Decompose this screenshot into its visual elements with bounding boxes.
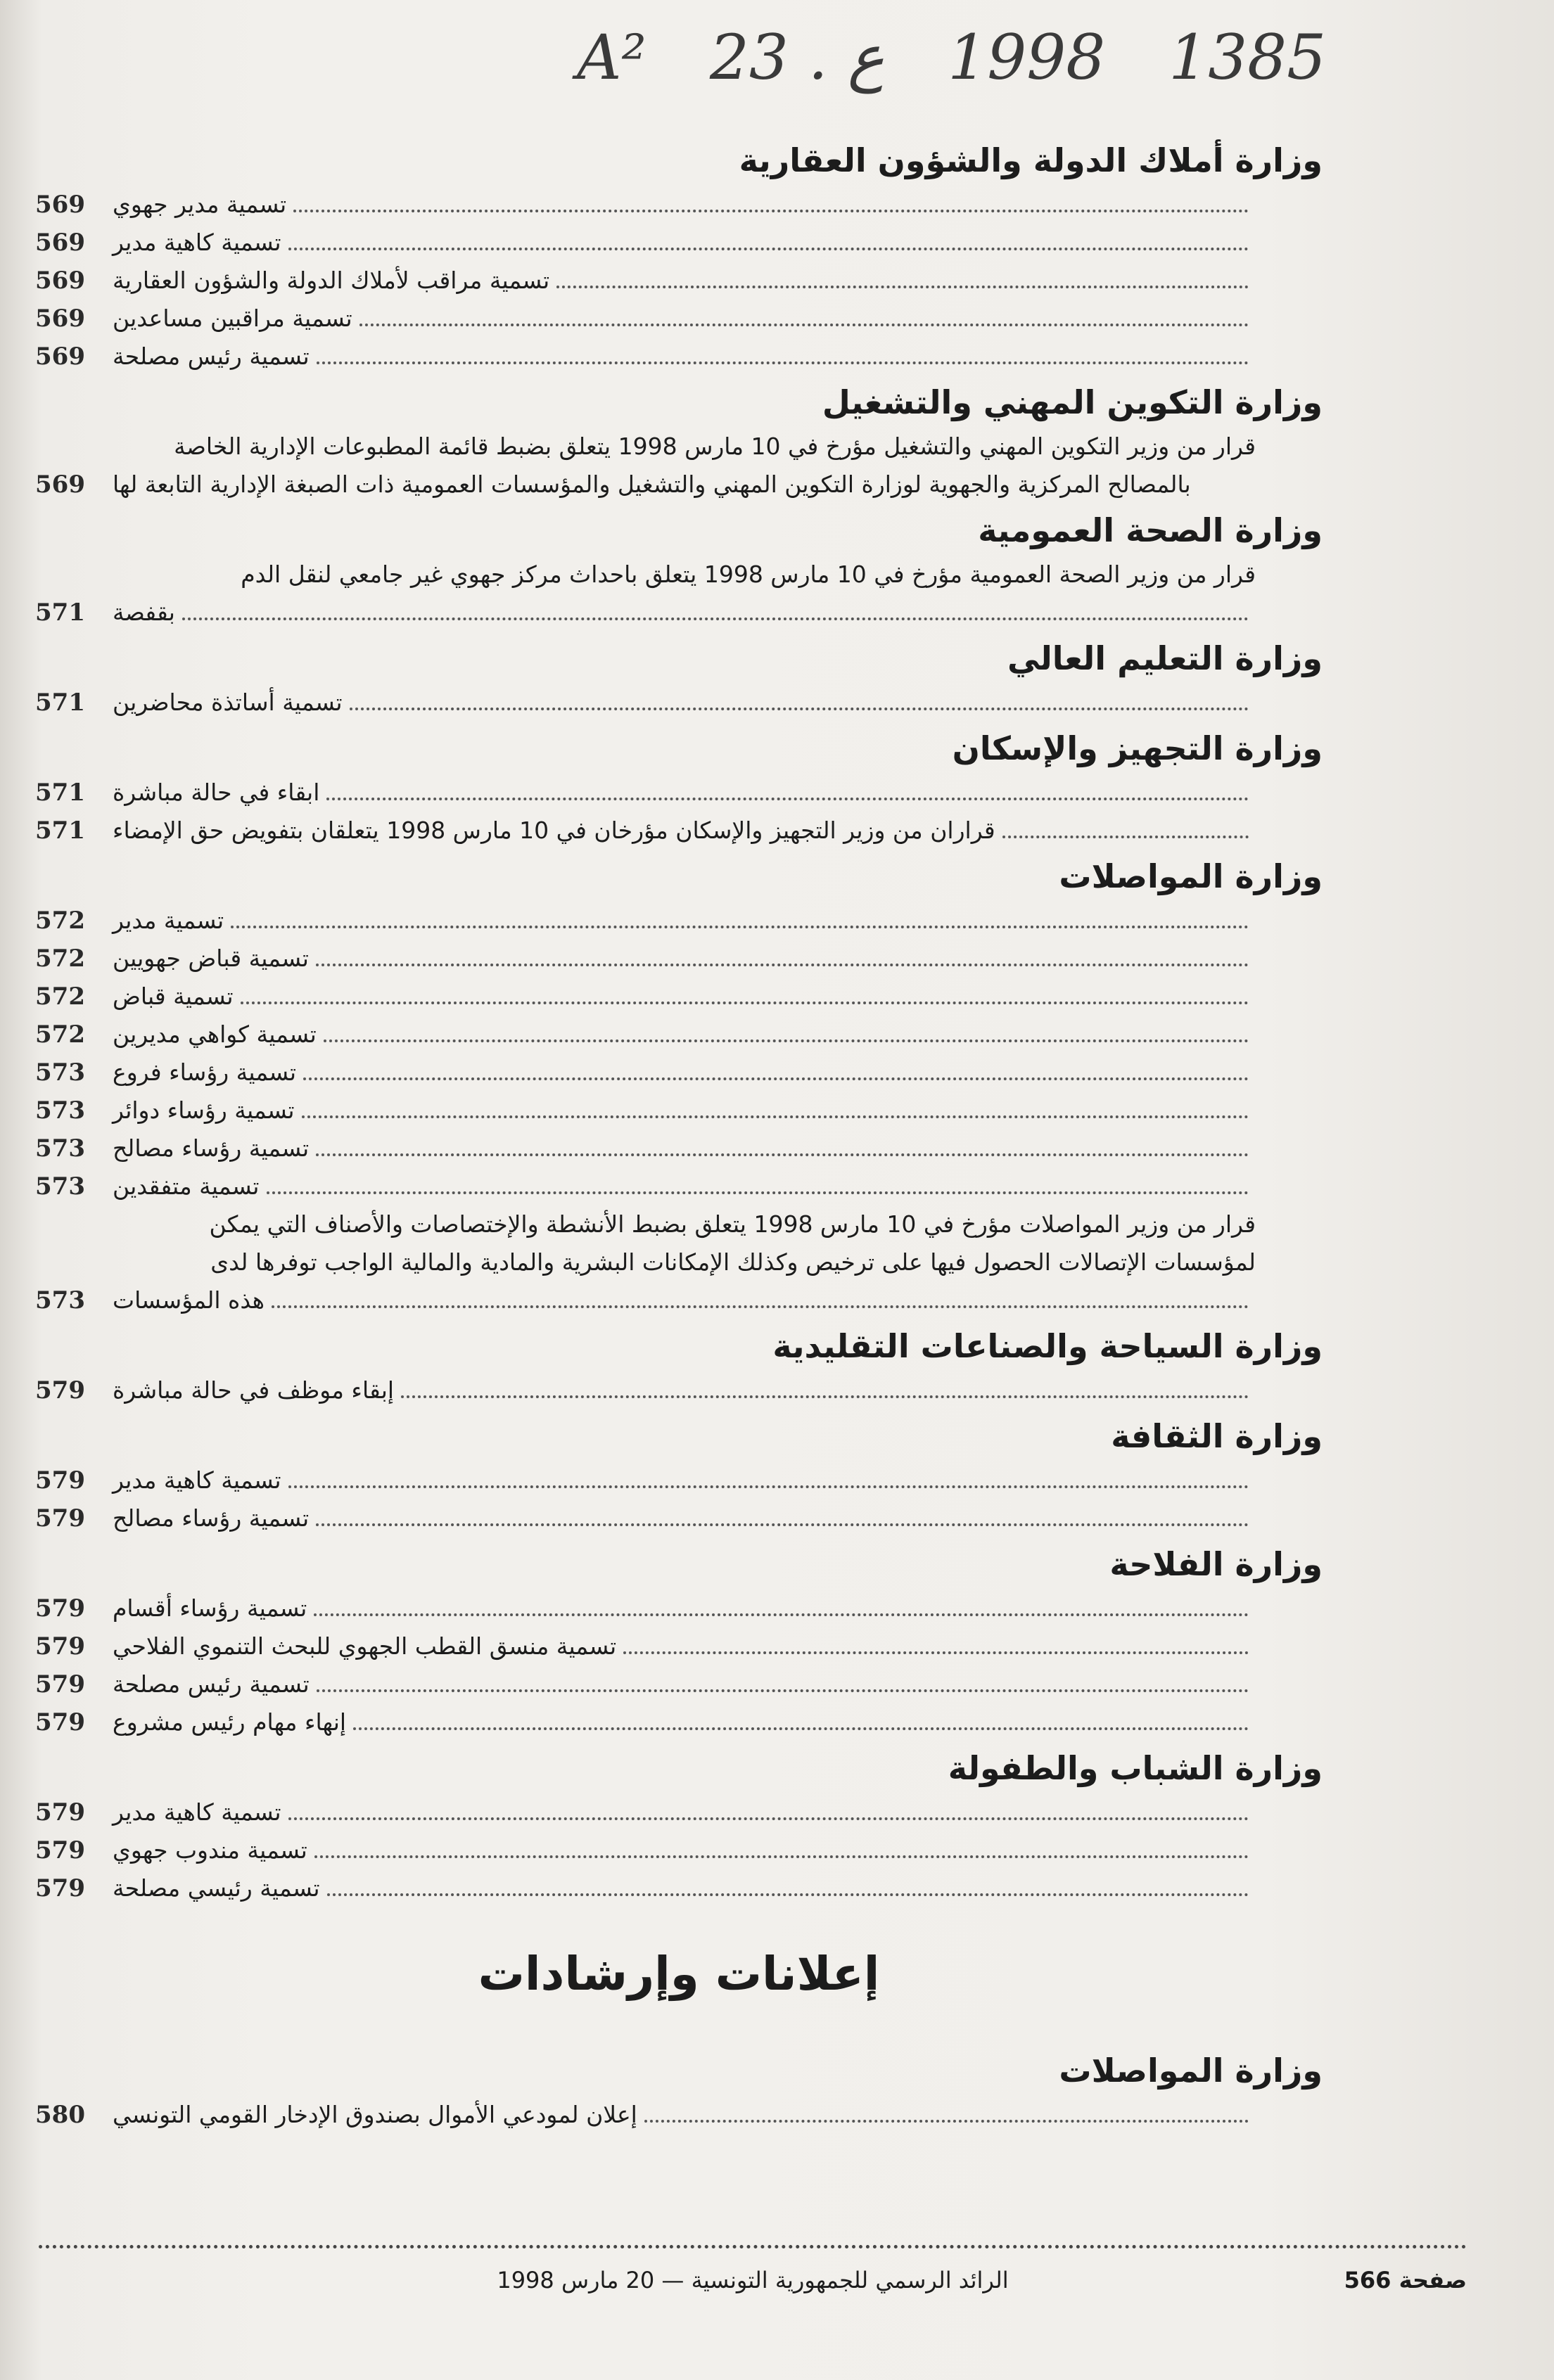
toc-entry bbox=[35, 1130, 1323, 1167]
entry-text: تسمية قباض جهويين bbox=[113, 945, 309, 972]
footer-publication: الرائد الرسمي للجمهورية التونسية — 20 مارس 1998 bbox=[497, 2267, 1009, 2293]
entry-text: تسمية رؤساء أقسام bbox=[113, 1594, 307, 1622]
dot-leader bbox=[1002, 835, 1249, 838]
page-number: 572 bbox=[35, 983, 85, 1011]
page-number: 579 bbox=[35, 1708, 85, 1736]
page-number: 569 bbox=[35, 267, 85, 295]
dot-leader bbox=[302, 1115, 1249, 1118]
entry-text: تسمية كاهية مدير bbox=[113, 1798, 281, 1826]
dot-leader bbox=[182, 617, 1249, 620]
entry-text: تسمية كاهية مدير bbox=[113, 229, 281, 256]
toc-entry bbox=[35, 262, 1323, 300]
entry-text: تسمية مندوب جهوي bbox=[113, 1836, 307, 1864]
entry-text: تسمية رئيس مصلحة bbox=[113, 1670, 310, 1698]
toc-entry bbox=[35, 940, 1323, 978]
dot-leader bbox=[324, 1039, 1249, 1042]
section-title: وزارة الشباب والطفولة bbox=[948, 1749, 1323, 1787]
decree-paragraph-line: قرار من وزير التكوين المهني والتشغيل مؤرخ في 10 مارس 1998 يتعلق بضبط قائمة المطبوعات الإدارية الخاصة bbox=[174, 433, 1256, 460]
dot-leader bbox=[288, 247, 1249, 250]
dot-leader bbox=[327, 1893, 1249, 1896]
entry-text: تسمية رئيس مصلحة bbox=[113, 343, 310, 370]
toc-entry bbox=[35, 2096, 1323, 2134]
toc-entry bbox=[35, 1627, 1323, 1665]
toc-entry bbox=[35, 1703, 1323, 1741]
toc-entry bbox=[35, 1016, 1323, 1054]
dot-leader bbox=[293, 209, 1249, 212]
entry-text: ابقاء في حالة مباشرة bbox=[113, 779, 320, 806]
toc-entry bbox=[35, 186, 1323, 224]
dot-leader bbox=[359, 323, 1249, 326]
dot-leader bbox=[231, 925, 1249, 928]
dot-leader bbox=[401, 1395, 1249, 1398]
entry-text: تسمية متفقدين bbox=[113, 1172, 260, 1200]
dot-leader bbox=[267, 1191, 1249, 1194]
page-number: 579 bbox=[35, 1594, 85, 1623]
page-number: 572 bbox=[35, 907, 85, 935]
footer-divider bbox=[39, 2245, 1467, 2248]
page-number: 572 bbox=[35, 945, 85, 973]
table-of-contents bbox=[35, 134, 1323, 2134]
toc-entry bbox=[35, 1589, 1323, 1627]
entry-text: تسمية قباض bbox=[113, 983, 234, 1010]
decree-paragraph-line: لمؤسسات الإتصالات الحصول فيها على ترخيص وكذلك الإمكانات البشرية والمادية والمالية الواجب توفرها لدى bbox=[210, 1248, 1256, 1276]
page-number: 579 bbox=[35, 1670, 85, 1698]
page-number: 569 bbox=[35, 191, 85, 219]
dot-leader bbox=[326, 797, 1249, 800]
entry-text: إبقاء موظف في حالة مباشرة bbox=[113, 1376, 395, 1404]
toc-entry bbox=[35, 1371, 1323, 1409]
dot-leader bbox=[316, 1523, 1249, 1526]
decree-paragraph-line: قرار من وزير الصحة العمومية مؤرخ في 10 مارس 1998 يتعلق باحداث مركز جهوي غير جامعي لنقل الدم bbox=[241, 561, 1256, 588]
section-title: وزارة الثقافة bbox=[1111, 1417, 1323, 1455]
toc-entry bbox=[35, 594, 1323, 632]
section-title: وزارة المواصلات bbox=[1059, 2052, 1323, 2090]
page-number: 579 bbox=[35, 1798, 85, 1826]
page-number: 571 bbox=[35, 817, 85, 845]
dot-leader bbox=[556, 285, 1249, 288]
page-number: 579 bbox=[35, 1874, 85, 1902]
decree-paragraph-line: قرار من وزير المواصلات مؤرخ في 10 مارس 1998 يتعلق بضبط الأنشطة والإختصاصات والأصناف التي يمكن bbox=[209, 1210, 1256, 1238]
toc-entry bbox=[35, 466, 1323, 504]
page-number: 573 bbox=[35, 1058, 85, 1087]
toc-entry bbox=[35, 1793, 1323, 1831]
entry-text: بقفصة bbox=[113, 599, 175, 626]
page-number: 573 bbox=[35, 1134, 85, 1163]
dot-leader bbox=[644, 2119, 1249, 2123]
dot-leader bbox=[288, 1817, 1249, 1820]
dot-leader bbox=[314, 1855, 1249, 1858]
handwritten-mark-c: 1998 bbox=[948, 21, 1106, 94]
toc-entry bbox=[35, 684, 1323, 722]
entry-text: تسمية مدير bbox=[113, 907, 224, 934]
dot-leader bbox=[303, 1077, 1249, 1080]
page-footer bbox=[39, 2259, 1467, 2301]
page-number: 579 bbox=[35, 1466, 85, 1495]
section-title: وزارة الفلاحة bbox=[1109, 1545, 1323, 1583]
announcements-title: إعلانات وإرشادات bbox=[478, 1947, 880, 2001]
dot-leader bbox=[316, 1153, 1249, 1156]
entry-text: تسمية منسق القطب الجهوي للبحث التنموي الفلاحي bbox=[113, 1632, 617, 1660]
dot-leader bbox=[623, 1651, 1249, 1654]
section-title: وزارة الصحة العمومية bbox=[978, 511, 1323, 549]
entry-text: تسمية أساتذة محاضرين bbox=[113, 689, 343, 716]
toc-entry bbox=[35, 1665, 1323, 1703]
dot-leader bbox=[350, 707, 1249, 710]
entry-text: تسمية مراقبين مساعدين bbox=[113, 305, 352, 332]
entry-text: بالمصالح المركزية والجهوية لوزارة التكوين المهني والتشغيل والمؤسسات العمومية ذات الصبغة الإدارية التابعة لها bbox=[113, 471, 1191, 498]
entry-text: إنهاء مهام رئيس مشروع bbox=[113, 1708, 347, 1736]
entry-text: قراران من وزير التجهيز والإسكان مؤرخان في 10 مارس 1998 يتعلقان بتفويض حق الإمضاء bbox=[113, 817, 995, 844]
page-number: 573 bbox=[35, 1096, 85, 1125]
dot-leader bbox=[317, 361, 1249, 364]
entry-text: تسمية رئيسي مصلحة bbox=[113, 1874, 320, 1902]
toc-entry bbox=[35, 1869, 1323, 1907]
entry-text: إعلان لمودعي الأموال بصندوق الإدخار القومي التونسي bbox=[113, 2101, 637, 2128]
entry-text: تسمية مراقب لأملاك الدولة والشؤون العقارية bbox=[113, 267, 550, 294]
toc-entry bbox=[35, 224, 1323, 262]
section-title: وزارة المواصلات bbox=[1059, 857, 1323, 895]
dot-leader bbox=[288, 1485, 1249, 1488]
toc-entry bbox=[35, 902, 1323, 940]
toc-entry bbox=[35, 1167, 1323, 1205]
toc-entry bbox=[35, 338, 1323, 376]
toc-entry bbox=[35, 300, 1323, 338]
page-number: 579 bbox=[35, 1376, 85, 1405]
page-number: 571 bbox=[35, 779, 85, 807]
section-title: وزارة التكوين المهني والتشغيل bbox=[822, 383, 1323, 421]
page-number: 579 bbox=[35, 1504, 85, 1533]
page-number: 569 bbox=[35, 305, 85, 333]
entry-text: هذه المؤسسات bbox=[113, 1286, 265, 1314]
toc-entry bbox=[35, 1461, 1323, 1499]
page-number: 569 bbox=[35, 471, 85, 499]
dot-leader bbox=[241, 1001, 1249, 1004]
entry-text: تسمية رؤساء مصالح bbox=[113, 1504, 310, 1532]
footer-page-number: صفحة 566 bbox=[1344, 2267, 1467, 2293]
toc-entry bbox=[35, 1499, 1323, 1537]
toc-entry bbox=[35, 1831, 1323, 1869]
entry-text: تسمية كاهية مدير bbox=[113, 1466, 281, 1494]
handwritten-mark-d: 1385 bbox=[1168, 21, 1327, 94]
page-number: 571 bbox=[35, 599, 85, 627]
handwritten-mark-b: 23 . ع bbox=[709, 21, 885, 94]
toc-entry bbox=[35, 1054, 1323, 1092]
entry-text: تسمية رؤساء مصالح bbox=[113, 1134, 310, 1162]
dot-leader bbox=[353, 1727, 1249, 1730]
section-title: وزارة أملاك الدولة والشؤون العقارية bbox=[739, 141, 1323, 179]
page-number: 579 bbox=[35, 1836, 85, 1864]
dot-leader bbox=[314, 1613, 1249, 1616]
dot-leader bbox=[272, 1305, 1249, 1308]
entry-text: تسمية رؤساء دوائر bbox=[113, 1096, 295, 1124]
page-number: 573 bbox=[35, 1172, 85, 1201]
section-title: وزارة السياحة والصناعات التقليدية bbox=[772, 1327, 1323, 1365]
toc-entry bbox=[35, 812, 1323, 850]
section-title: وزارة التعليم العالي bbox=[1007, 639, 1323, 677]
dot-leader bbox=[316, 963, 1249, 966]
section-title: وزارة التجهيز والإسكان bbox=[952, 729, 1323, 767]
page-number: 580 bbox=[35, 2101, 85, 2129]
entry-text: تسمية كواهي مديرين bbox=[113, 1021, 317, 1048]
handwritten-mark-a: A² bbox=[577, 21, 647, 94]
toc-entry bbox=[35, 1092, 1323, 1130]
dot-leader bbox=[317, 1689, 1249, 1692]
page-number: 571 bbox=[35, 689, 85, 717]
page-number: 573 bbox=[35, 1286, 85, 1314]
page-number: 569 bbox=[35, 229, 85, 257]
page-number: 572 bbox=[35, 1021, 85, 1049]
entry-text: تسمية مدير جهوي bbox=[113, 191, 287, 218]
toc-entry bbox=[35, 978, 1323, 1016]
page-number: 569 bbox=[35, 343, 85, 371]
page-number: 579 bbox=[35, 1632, 85, 1661]
toc-entry bbox=[35, 1281, 1323, 1319]
toc-entry bbox=[35, 774, 1323, 812]
handwritten-reference bbox=[577, 21, 1393, 105]
entry-text: تسمية رؤساء فروع bbox=[113, 1058, 297, 1086]
